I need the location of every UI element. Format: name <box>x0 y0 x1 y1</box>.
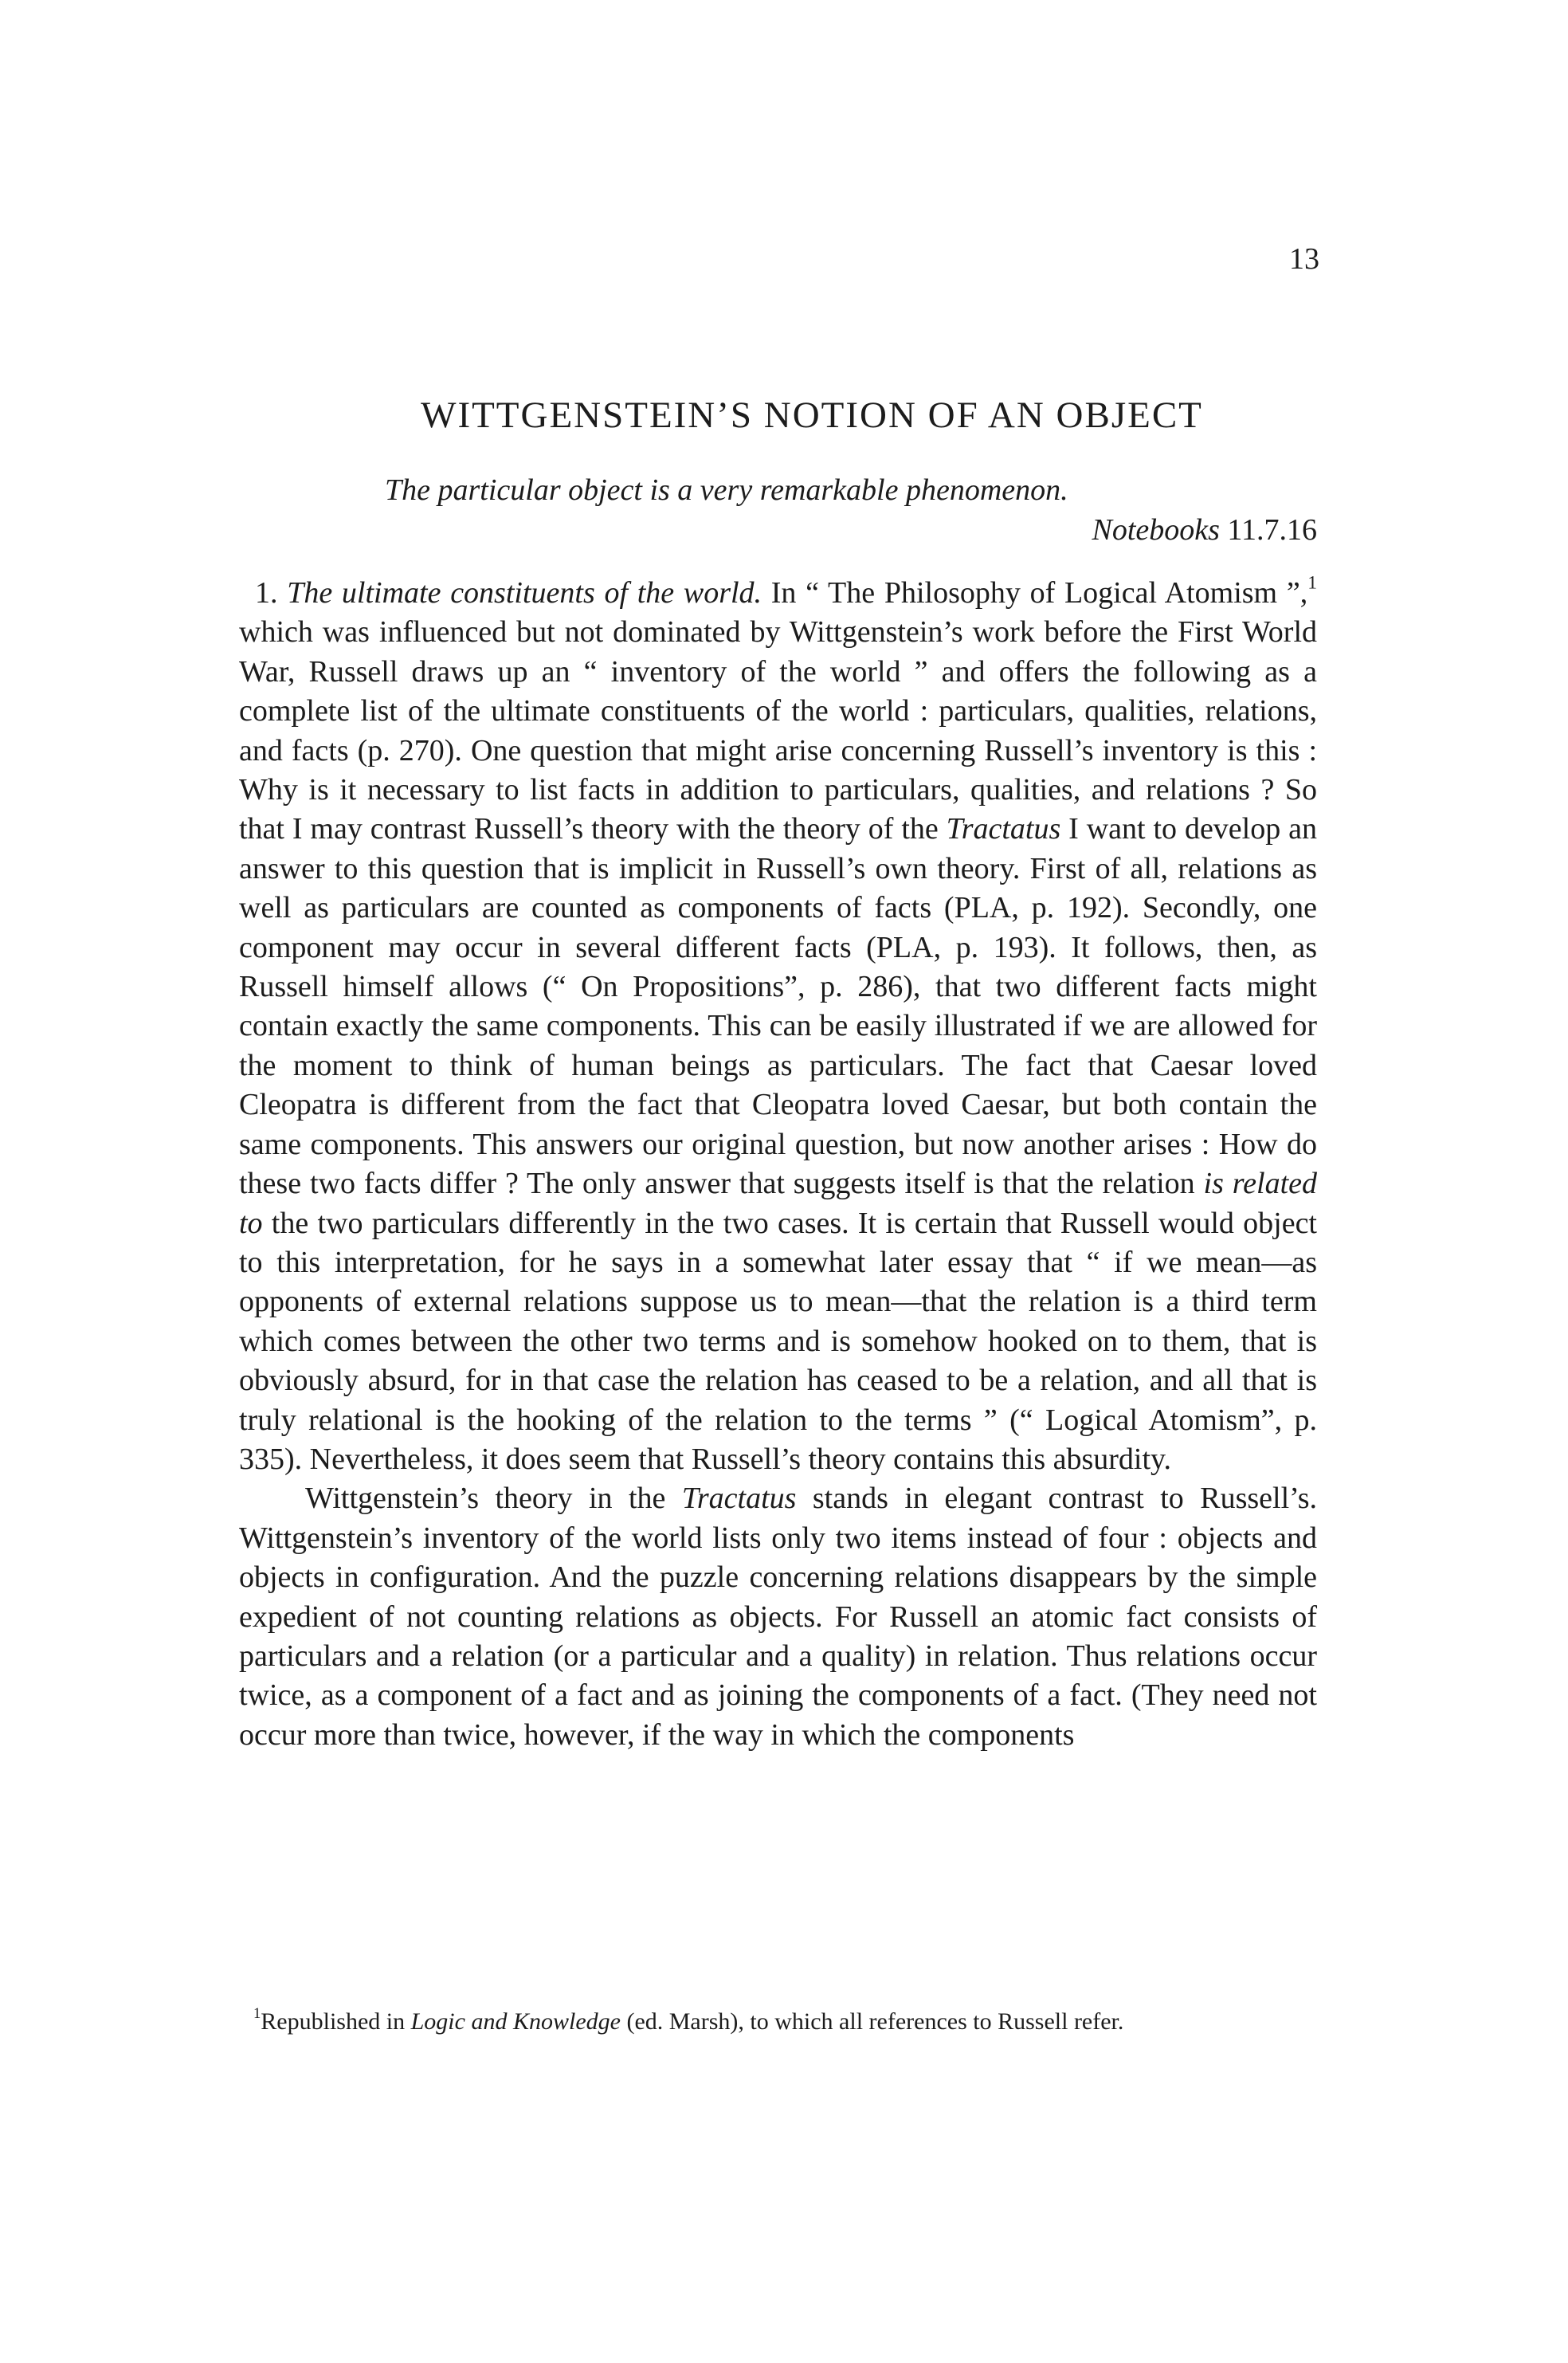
footnote-book-title: Logic and Knowledge <box>410 2008 621 2035</box>
article-title: WITTGENSTEIN’S NOTION OF AN OBJECT <box>421 394 1203 436</box>
epigraph <box>239 470 1317 550</box>
section-number: 1. <box>255 576 278 610</box>
paragraph-1-part-1: In “ The Philosophy of Logical Atomism ”, <box>770 576 1308 610</box>
body-text <box>239 574 1317 1755</box>
emphasis-is-related-to: is related to <box>239 1167 1317 1240</box>
paragraph-2 <box>239 1479 1317 1755</box>
paragraph-1-part-4: the two particulars differently in the two cases. It is certain that Russell would object to this interpretation, for he says in a somewhat later essay that “ if we mean—as opponents of external relations suppose us to mean—that the relation is a third term which comes between the other two terms and is somehow hooked on to them, that is obviously absurd, for in that case the relation has ceased to be a relation, and all that is truly relational is the hooking of the relation to the terms ” (“ Logical Atomism”, p. 335). Nevertheless, it does seem that Russell’s theory contains this absurdity. <box>239 1206 1317 1476</box>
footnote-mark: 1 <box>253 2005 261 2023</box>
paragraph-2-part-2: stands in elegant contrast to Russell’s. Wittgenstein’s inventory of the world lists only two items instead of four : objects and objects in configuration. And the puzzle concerning relations disappears by the simple expedient of not counting relations as objects. For Russell an atomic fact consists of particulars and a relation (or a particular and a quality) in relation. Thus relations occur twice, as a component of a fact and as joining the components of a fact. (They need not occur more than twice, however, if the way in which the components <box>239 1482 1317 1752</box>
footnote-text-2: (ed. Marsh), to which all references to Russell refer. <box>620 2008 1124 2035</box>
section-heading: The ultimate constituents of the world. <box>287 576 762 610</box>
epigraph-source-ref: 11.7.16 <box>1227 513 1317 547</box>
tractatus-title: Tractatus <box>946 812 1061 846</box>
paragraph-1-part-2: which was influenced but not dominated by Wittgenstein’s work before the First World War, Russell draws up an “ inventory of the world ” and offers the following as a complete list of the ultimate constituents of the world : particulars, qualities, relations, and facts (p. 270). One question that might arise concerning Russell’s inventory is this : Why is it necessary to list facts in addition to particulars, qualities, and relations ? So that I may contrast Russell’s theory with the theory of the <box>239 615 1317 846</box>
paragraph-1 <box>239 574 1317 1479</box>
page-number: 13 <box>1289 242 1319 276</box>
tractatus-title: Tractatus <box>681 1482 797 1516</box>
epigraph-source-title: Notebooks <box>1092 513 1220 547</box>
footnote-reference: 1 <box>1307 572 1317 594</box>
paragraph-2-part-1: Wittgenstein’s theory in the <box>305 1482 682 1516</box>
epigraph-quote: The particular object is a very remarkable phenomenon. <box>385 473 1068 507</box>
paragraph-1-part-3: I want to develop an answer to this question that is implicit in Russell’s own theory. First of all, relations as well as particulars are counted as components of facts (PLA, p. 192). Secondly, one component may occur in several different facts (PLA, p. 193). It follows, then, as Russell himself allows (“ On Propositions”, p. 286), that two different facts might contain exactly the same components. This can be easily illustrated if we are allowed for the moment to think of human beings as particulars. The fact that Caesar loved Cleopatra is different from the fact that Cleopatra loved Caesar, but both contain the same components. This answers our original question, but now another arises : How do these two facts differ ? The only answer that suggests itself is that the relation <box>239 812 1317 1201</box>
epigraph-source <box>239 510 1317 550</box>
footnote-text-1: Republished in <box>261 2008 411 2035</box>
footnote <box>239 2007 1317 2037</box>
